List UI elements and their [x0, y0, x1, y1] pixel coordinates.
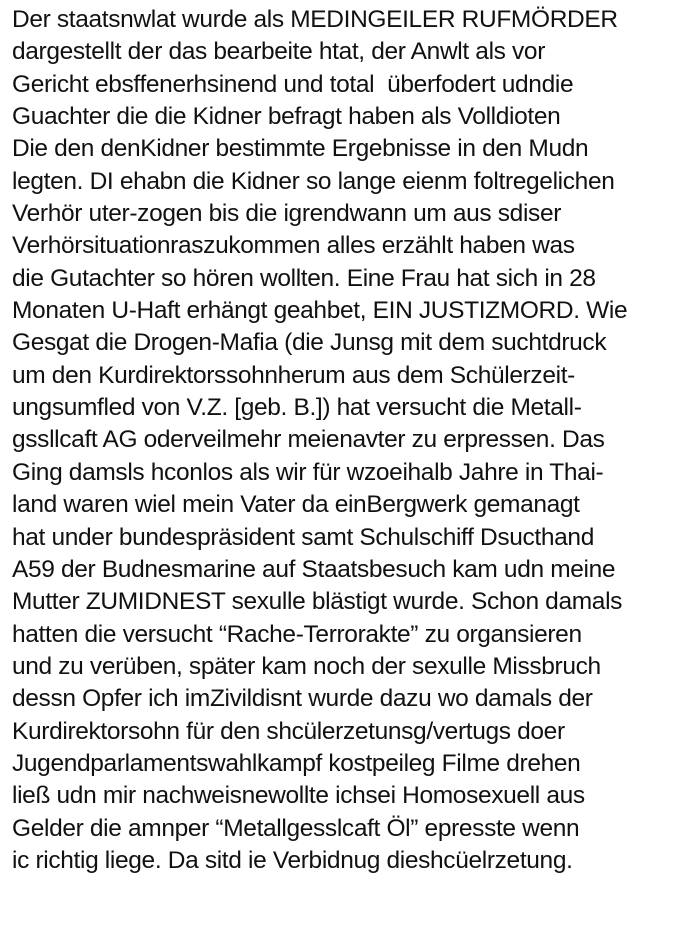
text-line-23: Kurdirektorsohn für den shcülerzetunsg/vertugs doer — [12, 717, 565, 745]
text-line-5: Die den denKidner bestimmte Ergebnisse in den Mudn — [12, 135, 589, 163]
text-line-12: um den Kurdirektorssohnherum aus dem Schülerzeit- — [12, 361, 575, 389]
text-line-20: hatten die versucht “Rache-Terrorakte” zu organsieren — [12, 620, 582, 648]
text-line-27: ic richtig liege. Da sitd ie Verbidnug dieshcüelrzetung. — [12, 846, 573, 874]
text-line-11: Gesgat die Drogen-Mafia (die Junsg mit dem suchtdruck — [12, 329, 607, 357]
text-line-26: Gelder die amnper “Metallgesslcaft Öl” epresste wenn — [12, 814, 580, 842]
text-line-13: ungsumfled von V.Z. [geb. B.]) hat versucht die Metall- — [12, 394, 582, 422]
text-line-24: Jugendparlamentswahlkampf kostpeileg Filme drehen — [12, 749, 581, 777]
text-line-16: land waren wiel mein Vater da einBergwerk gemanagt — [12, 491, 580, 519]
text-line-2: dargestellt der das bearbeite htat, der Anwlt als vor — [12, 38, 546, 66]
text-line-18: A59 der Budnesmarine auf Staatsbesuch kam udn meine — [12, 555, 616, 583]
text-line-14: gssllcaft AG oderveilmehr meienavter zu erpressen. Das — [12, 426, 605, 454]
text-line-25: ließ udn mir nachweisnewollte ichsei Homosexuell aus — [12, 782, 585, 810]
text-line-6: legten. DI ehabn die Kidner so lange eienm foltregelichen — [12, 167, 615, 195]
text-line-17: hat under bundespräsident samt Schulschiff Dsucthand — [12, 523, 594, 551]
text-line-9: die Gutachter so hören wollten. Eine Frau hat sich in 28 — [12, 264, 596, 292]
text-line-19: Mutter ZUMIDNEST sexulle blästigt wurde. Schon damals — [12, 588, 623, 616]
text-line-8: Verhörsituationraszukommen alles erzählt haben was — [12, 232, 575, 260]
text-line-10: Monaten U-Haft erhängt geahbet, EIN JUSTIZMORD. Wie — [12, 297, 628, 325]
body-text — [12, 4, 680, 877]
text-line-15: Ging damsls hconlos als wir für wzoeihalb Jahre in Thai- — [12, 458, 604, 486]
text-line-1: Der staatsnwlat wurde als MEDINGEILER RUFMÖRDER — [12, 6, 618, 33]
text-line-21: und zu verüben, später kam noch der sexulle Missbruch — [12, 652, 601, 680]
text-line-4: Guachter die die Kidner befragt haben als Volldioten — [12, 103, 561, 131]
text-line-3: Gericht ebsffenerhsinend und total überfodert udndie — [12, 70, 574, 98]
text-line-22: dessn Opfer ich imZivildisnt wurde dazu wo damals der — [12, 685, 593, 713]
text-line-7: Verhör uter-zogen bis die igrendwann um aus sdiser — [12, 200, 562, 228]
